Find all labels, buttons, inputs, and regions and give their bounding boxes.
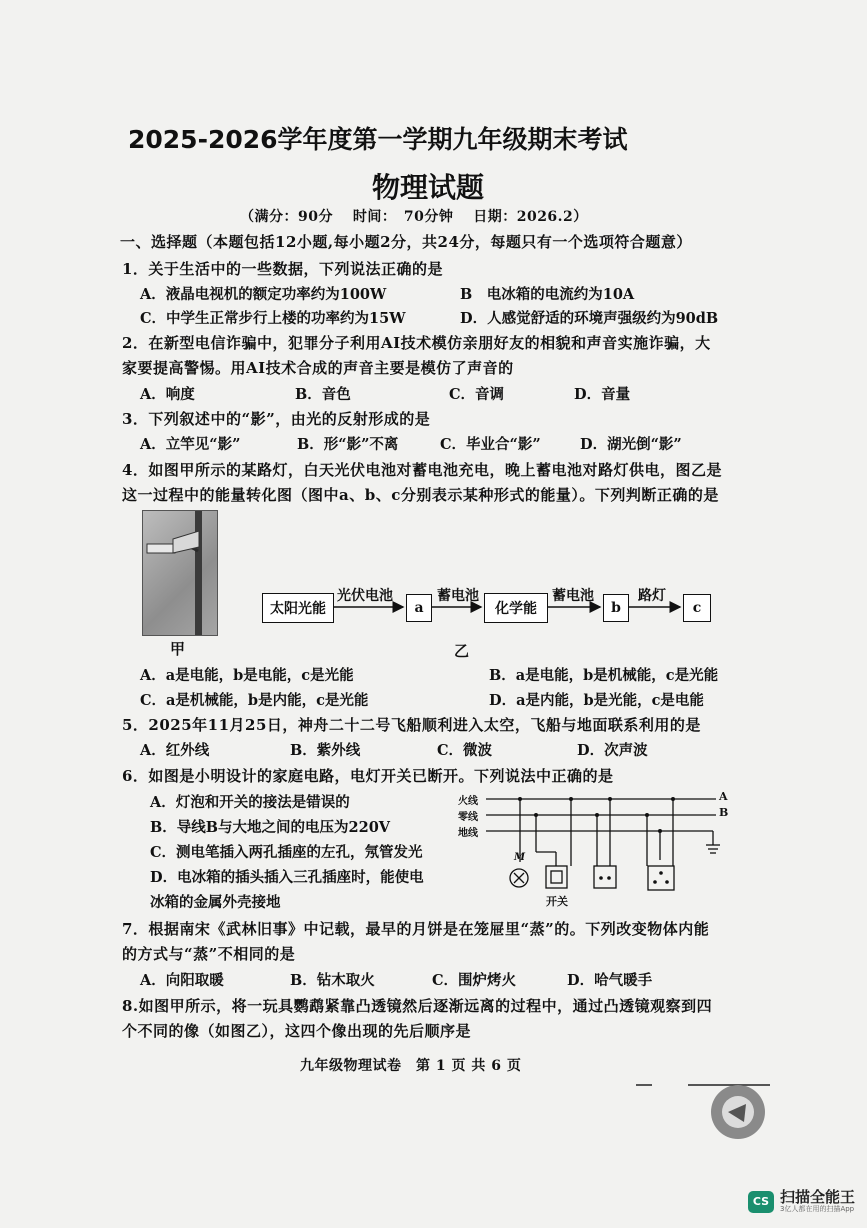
exam-info: （满分：90分 时间： 70分钟 日期：2026.2） (240, 209, 588, 225)
q6-option-b: B．导线B与大地之间的电压为220V (150, 819, 391, 836)
question-2-stem-line1: 2．在新型电信诈骗中，犯罪分子利用AI技术模仿亲朋好友的相貌和声音实施诈骗，大 (122, 334, 711, 352)
q1-option-d: D．人感觉舒适的环境声强级约为90dB (460, 310, 719, 327)
question-4-stem-line1: 4．如图甲所示的某路灯，白天光伏电池对蓄电池充电，晚上蓄电池对路灯供电，图乙是 (122, 461, 722, 479)
box-b: b (603, 594, 629, 622)
question-3-stem: 3．下列叙述中的“影”，由光的反射形成的是 (122, 410, 431, 428)
q4-option-a: A．a是电能，b是电能，c是光能 (140, 667, 354, 684)
exam-title: 2025-2026学年度第一学期九年级期末考试 (128, 125, 628, 154)
figure-jia-label: 甲 (170, 640, 186, 658)
question-4-stem-line2: 这一过程中的能量转化图（图中a、b、c分别表示某种形式的能量）。下列判断正确的是 (122, 486, 719, 504)
label-switch: 开关 (546, 895, 568, 908)
question-7-stem-line1: 7．根据南宋《武林旧事》中记载，最早的月饼是在笼屉里“蒸”的。下列改变物体内能 (122, 920, 710, 938)
question-5-stem: 5．2025年11月25日，神舟二十二号飞船顺利进入太空，飞船与地面联系利用的是 (122, 716, 701, 734)
q7-option-d: D．哈气暖手 (567, 972, 653, 989)
label-battery-1: 蓄电池 (437, 588, 479, 604)
figure-yi-label: 乙 (454, 642, 470, 660)
q7-option-b: B．钻木取火 (290, 972, 375, 989)
label-live-wire: 火线 (458, 796, 478, 807)
q6-option-d-line2: 冰箱的金属外壳接地 (150, 894, 281, 911)
q7-option-c: C．围炉烤火 (432, 972, 517, 989)
box-a: a (406, 594, 432, 622)
label-battery-2: 蓄电池 (552, 588, 594, 604)
scanner-brand: 扫描全能王 (779, 1188, 855, 1206)
label-wire-a: A (719, 790, 728, 803)
q4-option-c: C．a是机械能，b是内能，c是光能 (140, 692, 369, 709)
q6-option-a: A．灯泡和开关的接法是错误的 (150, 794, 350, 811)
q2-option-c: C．音调 (449, 386, 505, 403)
q3-option-d: D．湖光倒“影” (580, 436, 682, 453)
q2-option-d: D．音量 (574, 386, 631, 403)
q3-option-c: C．毕业合“影” (440, 436, 541, 453)
question-8-stem-line1: 8.如图甲所示，将一玩具鹦鹉紧靠凸透镜然后逐渐远离的过程中，通过凸透镜观察到四 (122, 997, 713, 1015)
label-wire-b: B (719, 806, 729, 819)
label-neutral-wire: 零线 (458, 812, 478, 823)
label-pv-cell: 光伏电池 (337, 588, 393, 604)
q3-option-a: A．立竿见“影” (140, 436, 241, 453)
page-footer: 九年级物理试卷 第 1 页 共 6 页 (300, 1058, 522, 1074)
q6-option-c: C．测电笔插入两孔插座的左孔，氖管发光 (150, 844, 423, 861)
q5-option-a: A．红外线 (140, 742, 210, 759)
question-7-stem-line2: 的方式与“蒸”不相同的是 (122, 945, 296, 963)
q1-option-c: C．中学生正常步行上楼的功率约为15W (140, 310, 406, 327)
question-1-stem: 1．关于生活中的一些数据，下列说法正确的是 (122, 260, 443, 278)
scanner-watermark (748, 1189, 855, 1214)
q1-option-b: B 电冰箱的电流约为10A (460, 286, 635, 303)
scanner-tagline: 3亿人都在用的扫描App (779, 1205, 855, 1213)
q5-option-d: D．次声波 (577, 742, 648, 759)
label-street-lamp: 路灯 (638, 588, 666, 604)
box-chemical-energy: 化学能 (484, 593, 548, 623)
box-c: c (683, 594, 711, 622)
q5-option-c: C．微波 (437, 742, 493, 759)
q2-option-a: A．响度 (140, 386, 195, 403)
box-solar-energy: 太阳光能 (262, 593, 334, 623)
paper-subtitle: 物理试题 (372, 171, 485, 204)
question-8-stem-line2: 个不同的像（如图乙），这四个像出现的先后顺序是 (122, 1022, 472, 1040)
q5-option-b: B．紫外线 (290, 742, 361, 759)
label-m: M (514, 852, 526, 863)
label-ground-wire: 地线 (458, 828, 478, 839)
question-6-stem: 6．如图是小明设计的家庭电路，电灯开关已断开。下列说法中正确的是 (122, 767, 614, 785)
section-heading: 一、选择题（本题包括12小题,每小题2分，共24分，每题只有一个选项符合题意） (120, 233, 692, 251)
q3-option-b: B．形“影”不离 (297, 436, 399, 453)
question-2-stem-line2: 家要提高警惕。用AI技术合成的声音主要是模仿了声音的 (122, 359, 514, 377)
q7-option-a: A．向阳取暖 (140, 972, 224, 989)
q1-option-a: A．液晶电视机的额定功率约为100W (140, 286, 387, 303)
q4-option-d: D．a是内能，b是光能，c是电能 (489, 692, 704, 709)
q2-option-b: B．音色 (295, 386, 351, 403)
cs-logo-icon: CS (748, 1191, 774, 1213)
q4-option-b: B．a是电能，b是机械能，c是光能 (489, 667, 719, 684)
q6-option-d-line1: D．电冰箱的插头插入三孔插座时，能使电 (150, 869, 424, 886)
